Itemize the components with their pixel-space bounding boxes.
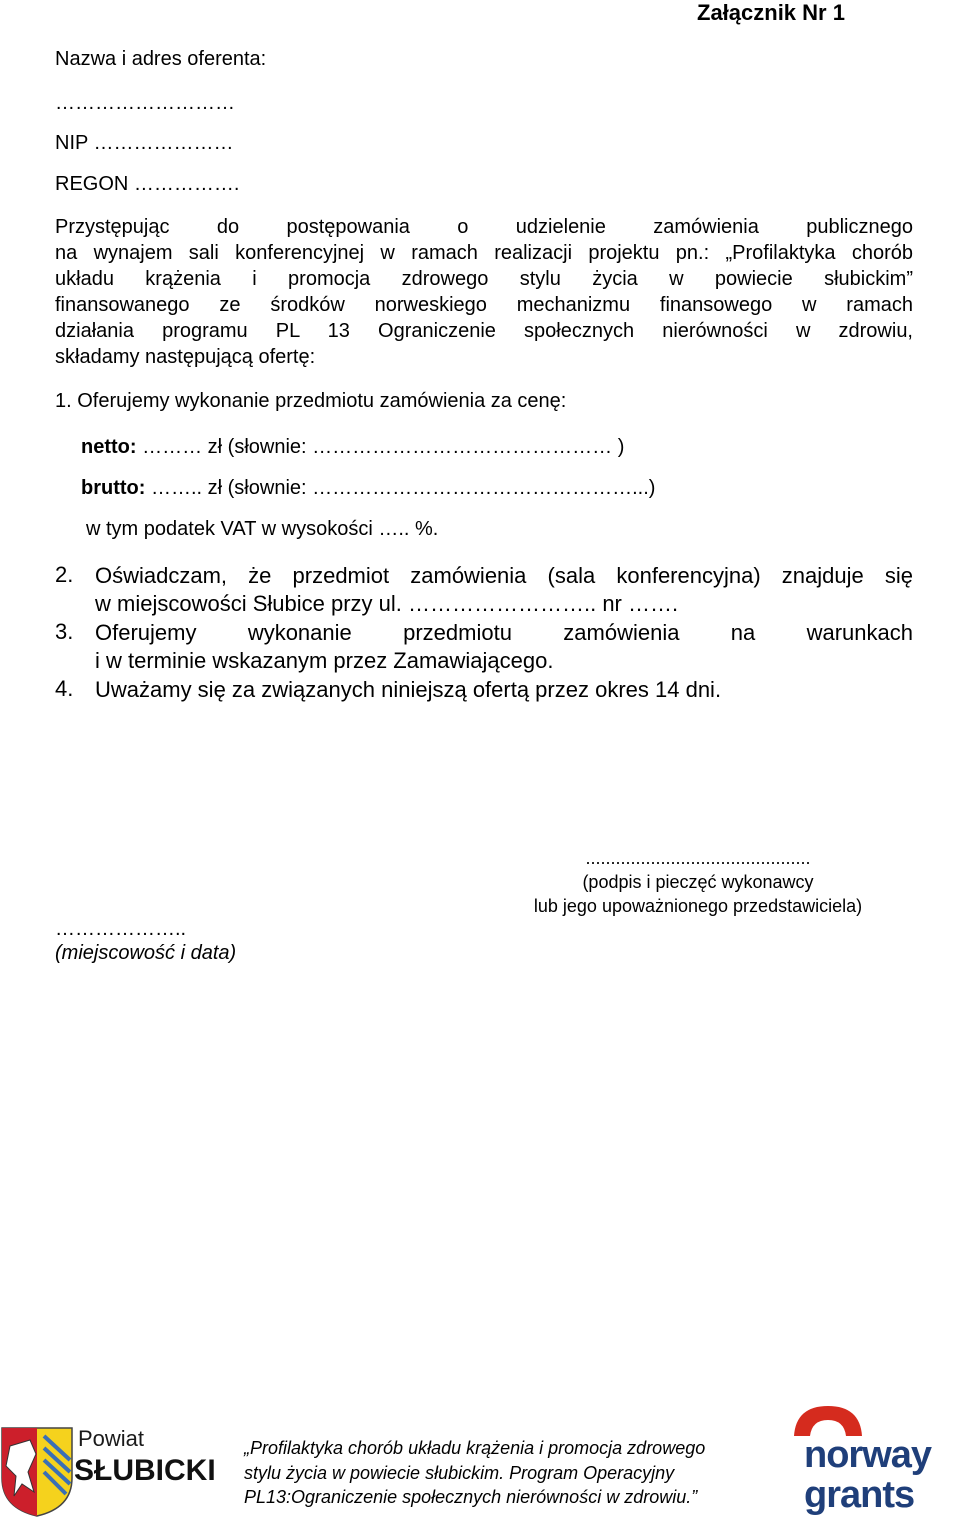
item-line: Oświadczam, że przedmiot zamówienia (sala konferencyjna) znajduje się [95, 563, 913, 588]
logo-right-line-2: grants [804, 1474, 915, 1516]
brutto-row [81, 477, 655, 500]
intro-paragraph [55, 214, 913, 370]
item-number: 2. [55, 562, 74, 587]
signature-dots: ............................................. [585, 848, 811, 868]
netto-value: ……… zł (słownie: ……………………………………… ) [136, 436, 625, 458]
brutto-label: brutto: [81, 477, 146, 499]
intro-line: finansowanego ze środków norweskiego mechanizmu finansowego w ramach [55, 294, 913, 316]
intro-line: układu krążenia i promocja zdrowego stylu życia w powiecie słubickim” [55, 268, 913, 290]
item-line: i w terminie wskazanym przez Zamawiającego. [95, 648, 554, 673]
coat-of-arms-icon [0, 1426, 74, 1518]
intro-line: działania programu PL 13 Ograniczenie społecznych nierówności w zdrowiu, [55, 320, 913, 342]
intro-line: Przystępując do postępowania o udzielenie zamówienia publicznego [55, 216, 913, 238]
intro-line: na wynajem sali konferencyjnej w ramach realizacji projektu pn.: „Profilaktyka chorób [55, 242, 913, 264]
logo-right-line-1: norway [804, 1434, 932, 1476]
signature-line-2: lub jego upoważnionego przedstawiciela) [533, 896, 863, 916]
nip-field: NIP ………………… [55, 132, 234, 154]
norway-grants-logo [782, 1400, 958, 1520]
bidder-name-label: Nazwa i adres oferenta: [55, 48, 267, 70]
footer-project-line: „Profilaktyka chorób układu krążenia i promocja zdrowego [244, 1438, 706, 1458]
item-4-text [95, 676, 913, 704]
footer-project-line: stylu życia w powiecie słubickim. Program Operacyjny [244, 1462, 675, 1483]
regon-field: REGON ……………. [55, 173, 240, 195]
footer-project-text [244, 1436, 705, 1510]
item-number: 4. [55, 676, 74, 701]
annex-label: Załącznik Nr 1 [697, 0, 845, 25]
brutto-value: …….. zł (słownie: …………………………………………...) [145, 477, 656, 499]
item-2-text [95, 562, 913, 618]
powiat-slubicki-logo [0, 1426, 230, 1518]
signature-line-1: (podpis i pieczęć wykonawcy [582, 872, 814, 892]
item-line: Oferujemy wykonanie przedmiotu zamówienia na warunkach [95, 620, 913, 645]
logo-left-line-1: Powiat [78, 1426, 145, 1451]
netto-label: netto: [81, 436, 137, 458]
place-date-dots: ……………….. [55, 918, 187, 940]
item-3-text [95, 619, 913, 675]
footer-project-line: PL13:Ograniczenie społecznych nierówności w zdrowiu.” [244, 1487, 698, 1507]
item-line: Uważamy się za związanych niniejszą ofertą przez okres 14 dni. [95, 677, 722, 702]
item-number: 3. [55, 619, 74, 644]
offer-item-1: 1. Oferujemy wykonanie przedmiotu zamówienia za cenę: [55, 390, 567, 412]
signature-block [500, 846, 896, 918]
intro-line: składamy następującą ofertę: [55, 346, 316, 368]
bidder-name-dots: ……………………… [55, 92, 235, 114]
item-line: w miejscowości Słubice przy ul. …………………….. nr ……. [95, 591, 679, 616]
netto-row [81, 436, 624, 459]
vat-line: w tym podatek VAT w wysokości ….. %. [86, 518, 439, 540]
logo-left-line-2: SŁUBICKI [74, 1454, 216, 1487]
place-date-label: (miejscowość i data) [55, 942, 237, 964]
